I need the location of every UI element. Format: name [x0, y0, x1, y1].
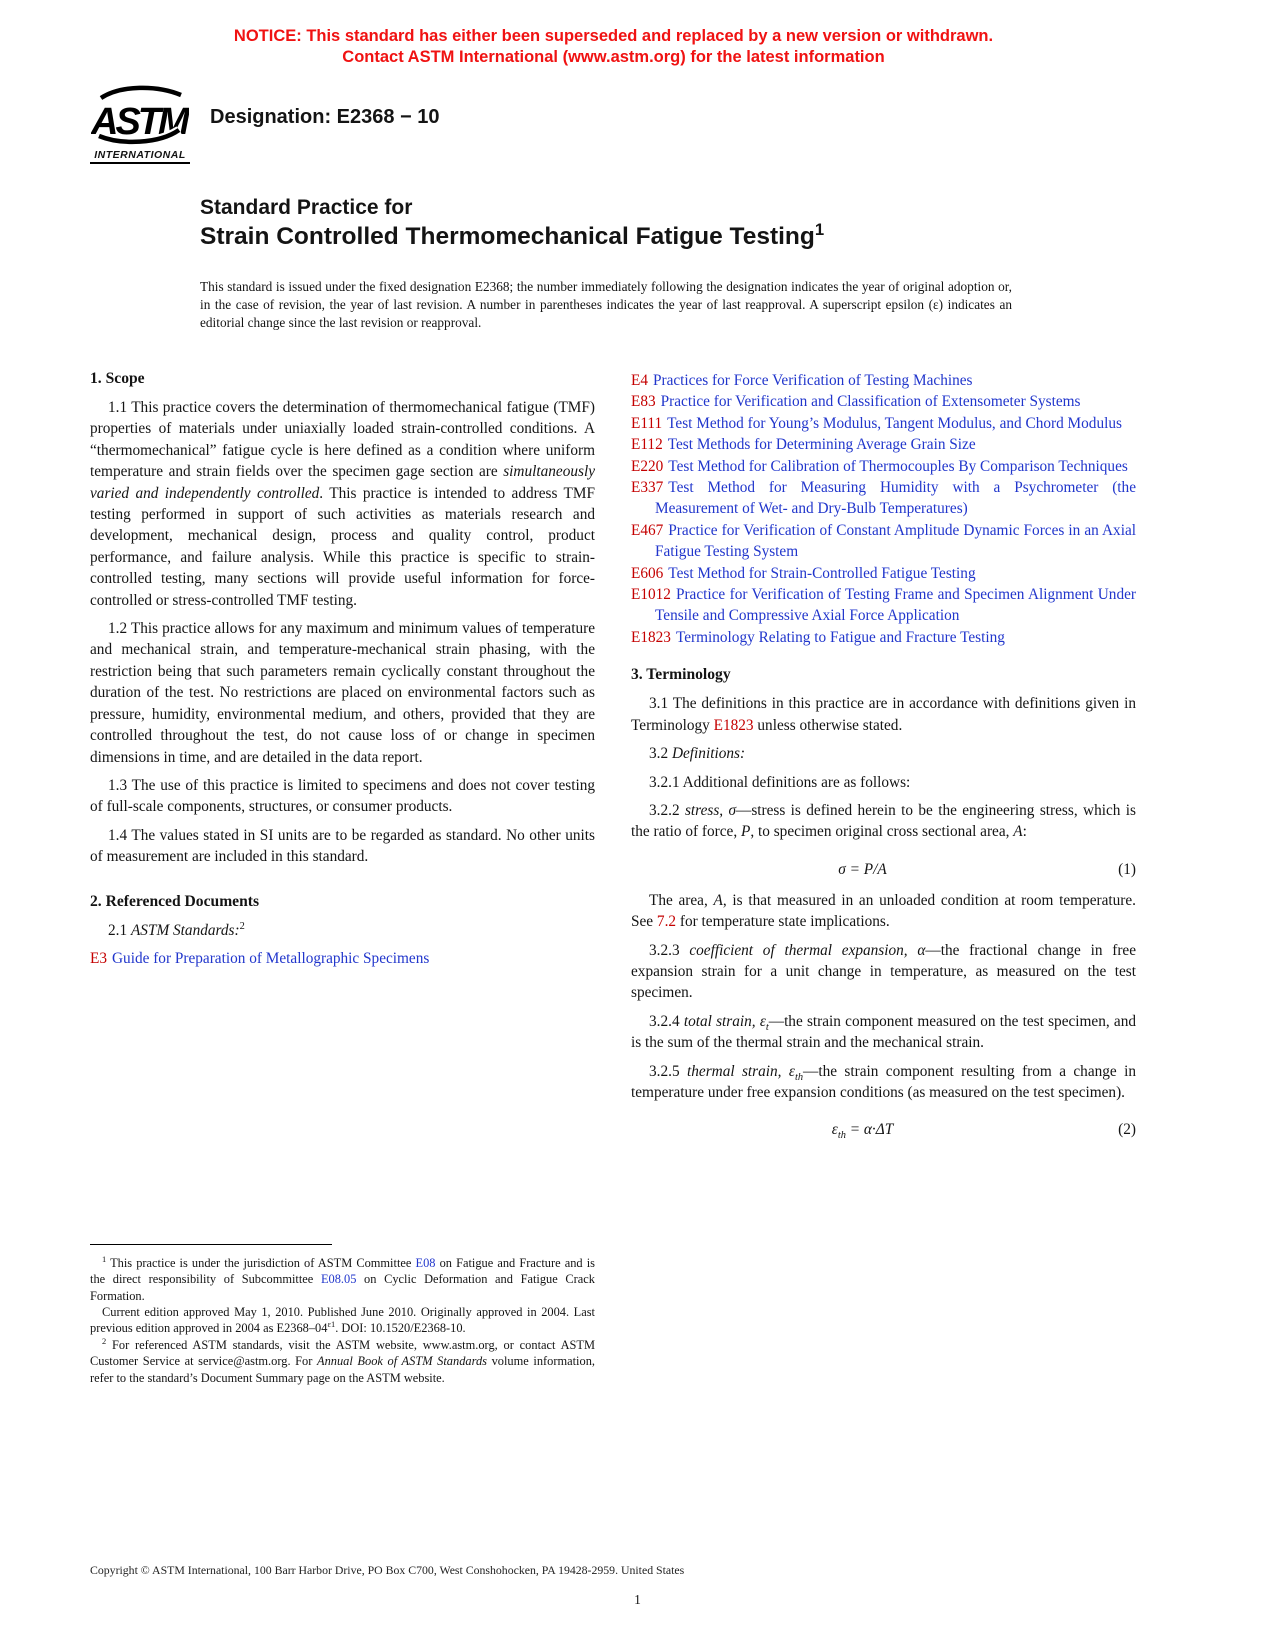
reference-item	[631, 413, 1136, 434]
text-run: 1.4 The values stated in SI units are to be regarded as standard. No other units of measurement are included in this standard.	[90, 826, 595, 866]
reference-code-link[interactable]: E112	[631, 436, 663, 454]
paragraph-3-1	[631, 693, 1136, 736]
astm-logo-text: ASTM	[91, 101, 187, 143]
paragraph-2-1	[90, 920, 595, 941]
reference-title-link[interactable]: Practice for Verification of Testing Frame and Specimen Alignment Under Tensile and Compressive Axial Force Application	[655, 586, 1136, 625]
text-run: simultaneously varied and independently controlled	[90, 463, 595, 502]
text-run: —the strain component measured on the test specimen, and is the sum of the thermal strain and the mechanical strain.	[631, 1012, 1136, 1052]
paragraph-1-4	[90, 825, 595, 868]
reference-code-link[interactable]: E1823	[631, 628, 671, 646]
section-heading-scope: 1. Scope	[90, 370, 145, 387]
equation-1-number: (1)	[1118, 860, 1136, 878]
text-run: on Cyclic Deformation and Fatigue Crack Formation.	[90, 1272, 595, 1303]
paragraph-1-3	[90, 775, 595, 818]
text-run: unless otherwise stated.	[753, 716, 903, 734]
section-heading-referenced-documents: 2. Referenced Documents	[90, 892, 260, 910]
reference-title-link[interactable]: Practice for Verification of Constant Amplitude Dynamic Forces in an Axial Fatigue Testing System	[655, 521, 1136, 561]
text-run: t	[765, 1021, 769, 1033]
text-run: The area,	[649, 891, 714, 909]
designation-text: Designation: E2368 − 10	[210, 106, 440, 128]
reference-code-link[interactable]: E1012	[631, 586, 671, 604]
text-run: —stress is defined herein to be the engineering stress, which is the ratio of force,	[631, 801, 1136, 841]
text-run: 2	[239, 920, 245, 932]
reference-title-link[interactable]: Practices for Force Verification of Testing Machines	[653, 372, 973, 389]
text-run: , is that measured in an unloaded condition at room temperature. See	[631, 891, 1137, 931]
left-column	[90, 370, 595, 1386]
text-run: 3.1 The definitions in this practice are in accordance with definitions given in Terminology	[631, 695, 1136, 734]
text-run: total strain, ε	[683, 1012, 766, 1030]
text-run: 3.2.2	[649, 801, 685, 819]
paragraph-3-2-3	[631, 940, 1136, 1004]
equation-2-body	[631, 1121, 1094, 1142]
text-run: . This practice is intended to address TMF testing performed in support of such activities as materials research and development, mechanical design, process and quality control, product performance, and failure analysis. While this practice is specific to strain-controlled testing, many sections will provide useful information for force-controlled or stress-controlled TMF testing.	[90, 484, 595, 609]
two-column-body	[90, 370, 1137, 1386]
text-run: —the fractional change in free expansion strain for a unit change in temperature, as measured on the test specimen.	[631, 941, 1136, 1002]
link-7-2[interactable]: 7.2	[656, 913, 677, 931]
text-run: ASTM Standards:	[130, 921, 240, 939]
text-run: th	[837, 1130, 846, 1142]
paragraph-1-1	[90, 397, 595, 611]
text-run: 3.2.3	[649, 941, 690, 959]
reference-code-link[interactable]: E3	[90, 949, 107, 967]
astm-logo	[90, 82, 190, 164]
footnote-1-continued	[90, 1304, 595, 1337]
text-run: 1.3 The use of this practice is limited to specimens and does not cover testing of full-scale components, structures, or consumer products.	[90, 776, 595, 816]
paragraph-3-2-2	[631, 800, 1136, 843]
astm-logo-international-label: INTERNATIONAL	[90, 149, 190, 164]
reference-item	[90, 948, 595, 969]
text-run: Annual Book of ASTM Standards	[317, 1354, 487, 1369]
text-run: Current edition approved May 1, 2010. Published June 2010. Originally approved in 2004. Last previous edition approved in 2004 as E2368–04	[90, 1304, 595, 1336]
text-run: 1.1 This practice covers the determination of thermomechanical fatigue (TMF) properties of materials under uniaxially loaded strain-controlled conditions. A “thermomechanical” fatigue cycle is here defined as a condition where uniform temperature and strain fields over the specimen gage section are	[90, 399, 595, 481]
reference-item	[631, 563, 1136, 584]
text-run: σ = P/A	[838, 860, 887, 878]
footnote-1	[90, 1255, 595, 1304]
paragraph-3-2-5	[631, 1061, 1136, 1104]
reference-title-link[interactable]: Test Method for Calibration of Thermocouples By Comparison Techniques	[668, 457, 1128, 475]
reference-code-link[interactable]: E83	[631, 393, 656, 411]
text-run: thermal strain, ε	[687, 1062, 795, 1080]
withdrawal-notice-line2: Contact ASTM International (www.astm.org) for the latest information	[342, 48, 885, 66]
reference-code-link[interactable]: E337	[631, 479, 664, 497]
reference-item	[631, 391, 1136, 412]
text-run: th	[794, 1071, 804, 1083]
right-column	[631, 370, 1136, 1386]
title-block	[200, 194, 1137, 252]
title-kicker: Standard Practice for	[200, 196, 413, 219]
link-E08[interactable]: E08	[415, 1255, 436, 1270]
reference-item	[631, 627, 1136, 648]
reference-title-link[interactable]: Test Method for Young’s Modulus, Tangent Modulus, and Chord Modulus	[667, 414, 1122, 432]
text-run: = α·ΔT	[845, 1121, 894, 1139]
title-footnote-marker: 1	[814, 219, 825, 239]
link-E08-05[interactable]: E08.05	[320, 1272, 357, 1287]
equation-1-body	[631, 861, 1094, 879]
withdrawal-notice-line1: NOTICE: This standard has either been superseded and replaced by a new version or withdrawn.	[233, 27, 994, 45]
text-run: A	[713, 891, 723, 909]
text-run: For referenced ASTM standards, visit the ASTM website, www.astm.org, or contact ASTM Customer Service at service@astm.org. For	[90, 1337, 595, 1369]
reference-title-link[interactable]: Terminology Relating to Fatigue and Fracture Testing	[675, 628, 1005, 646]
footnote-2	[90, 1337, 595, 1386]
text-run: on Fatigue and Fracture and is the direct responsibility of Subcommittee	[90, 1255, 596, 1287]
text-run: —the strain component resulting from a change in temperature under free expansion conditions (as measured on the test specimen).	[631, 1062, 1137, 1101]
text-run: volume information, refer to the standard’s Document Summary page on the ASTM website.	[90, 1354, 595, 1385]
text-run: A	[1013, 823, 1023, 841]
astm-logo-mark	[91, 82, 189, 148]
text-run: 2	[102, 1335, 107, 1346]
text-run: , to specimen original cross sectional area,	[750, 823, 1014, 841]
equation-2-number: (2)	[1118, 1121, 1136, 1139]
document-title-text: Strain Controlled Thermomechanical Fatigue Testing	[200, 223, 815, 250]
page-number: 1	[634, 1592, 641, 1607]
reference-code-link[interactable]: E111	[631, 414, 663, 432]
text-run: 1	[102, 1253, 107, 1264]
reference-item	[631, 434, 1136, 455]
text-run: P	[741, 823, 751, 841]
reference-item	[631, 456, 1136, 477]
text-run: :	[1022, 823, 1027, 841]
text-run: coefficient of thermal expansion, α	[689, 941, 926, 959]
text-run: ε1	[327, 1319, 336, 1330]
reference-title-link[interactable]: Test Method for Strain-Controlled Fatigue Testing	[668, 564, 976, 582]
text-run: stress, σ	[684, 801, 737, 819]
reference-code-link[interactable]: E467	[631, 521, 664, 539]
reference-item	[631, 370, 1136, 391]
reference-code-link[interactable]: E606	[631, 564, 664, 582]
text-run: ε	[831, 1121, 838, 1139]
reference-title-link[interactable]: Test Method for Measuring Humidity with a Psychrometer (the Measurement of Wet- and Dry-Bulb Temperatures)	[655, 479, 1136, 518]
text-run: 3.2.4	[649, 1012, 684, 1030]
reference-code-link[interactable]: E220	[631, 457, 664, 475]
paragraph-3-2-4	[631, 1011, 1136, 1054]
text-run: 2.1	[108, 921, 131, 939]
reference-title-link[interactable]: Guide for Preparation of Metallographic Specimens	[112, 949, 430, 967]
paragraph-3-2-1	[631, 772, 1136, 793]
text-run: 3.2	[649, 745, 672, 763]
reference-item	[631, 520, 1136, 563]
equation-1	[631, 861, 1136, 879]
text-run: 3.2.1 Additional definitions are as follows:	[649, 773, 911, 791]
reference-item	[631, 477, 1136, 520]
footnote-divider	[90, 1244, 332, 1245]
link-E1823[interactable]: E1823	[713, 716, 754, 734]
paragraph-1-2	[90, 618, 595, 768]
document-title	[200, 221, 1137, 252]
text-run: 1.2 This practice allows for any maximum and minimum values of temperature and mechanical strain, and temperature-mechanical strain phasing, with the restriction being that such parameters remain cyclically constant throughout the duration of the test. No restrictions are placed on environmental factors such as pressure, humidity, environmental medium, and others, provided that they are controlled throughout the test, do not cause loss of or change in specimen dimensions in time, and are detailed in the data report.	[90, 620, 595, 766]
text-run: Definitions:	[671, 745, 746, 763]
reference-title-link[interactable]: Practice for Verification and Classification of Extensometer Systems	[660, 393, 1081, 411]
reference-title-link[interactable]: Test Methods for Determining Average Grain Size	[667, 436, 976, 454]
document-header	[90, 82, 1137, 164]
reference-item	[631, 584, 1136, 627]
paragraph-3-2	[631, 743, 1136, 764]
withdrawal-notice	[90, 26, 1137, 68]
footnote-block	[90, 1218, 595, 1386]
equation-2	[631, 1121, 1136, 1142]
copyright-line: Copyright © ASTM International, 100 Barr Harbor Drive, PO Box C700, West Conshohocken, PA 19428-2959. United States	[90, 1563, 685, 1577]
text-run: . DOI: 10.1520/E2368-10.	[335, 1321, 466, 1336]
text-run: This practice is under the jurisdiction of ASTM Committee	[106, 1255, 416, 1270]
text-run: for temperature state implications.	[676, 913, 890, 931]
text-run: 3.2.5	[649, 1062, 687, 1080]
section-heading-terminology: 3. Terminology	[631, 666, 731, 684]
reference-code-link[interactable]: E4	[631, 372, 648, 389]
paragraph-area-note	[631, 890, 1136, 933]
issuance-note: This standard is issued under the fixed designation E2368; the number immediately following the designation indicates the year of original adoption or, in the case of revision, the year of last revision. A number in parentheses indicates the year of last reapproval. A superscript epsilon (ε) indicates an editorial change since the last revision or reapproval.	[200, 279, 1012, 330]
